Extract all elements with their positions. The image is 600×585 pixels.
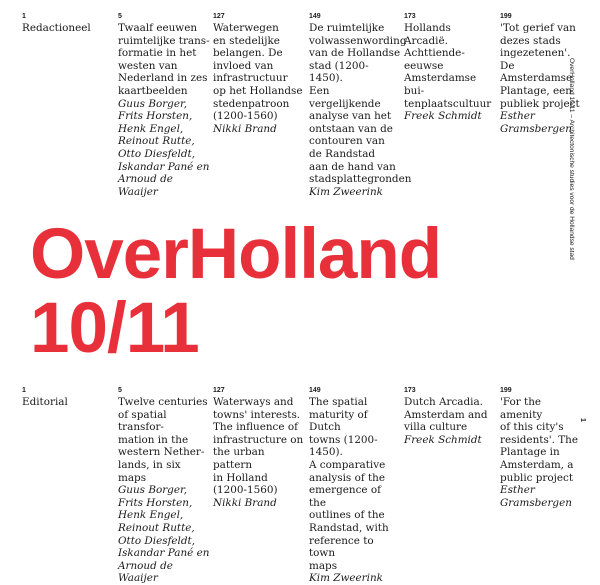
toc-author: Freek Schmidt	[404, 433, 482, 446]
toc-title: Waterways and towns' interests. The influence of infrastructure on the urban pattern in Holland (1200-1560)	[213, 396, 304, 497]
toc-entry	[22, 386, 112, 409]
toc-title: Waterwegen en stedelijke belangen. De invloed van infrastructuur op het Hollandse stedenpatroon (1200-1560)	[213, 22, 303, 123]
toc-title: Hollands Arcadië. Achttiende-eeuwse Amsterdamse bui- tenplaatscultuur	[404, 22, 492, 110]
page-number-label: 1	[579, 418, 586, 422]
toc-author: Esther Gramsbergen	[500, 110, 572, 135]
toc-title: 'For the amenity of this city's residents'. The Plantage in Amsterdam, a public project	[500, 396, 579, 484]
toc-page-number: 149	[309, 13, 321, 20]
toc-entry	[213, 386, 305, 509]
toc-title: Editorial	[22, 396, 68, 408]
toc-page-number: 5	[118, 13, 122, 20]
toc-author: Guus Borger, Frits Horsten, Henk Engel, Reinout Rutte, Otto Diesfeldt, Iskandar Pané en Arnoud de Waaijer	[118, 484, 210, 585]
toc-page-number: 5	[118, 387, 122, 394]
toc-page-number: 199	[500, 387, 512, 394]
toc-page-number: 127	[213, 13, 225, 20]
toc-page-number: 149	[309, 387, 321, 394]
toc-author: Esther Gramsbergen	[500, 484, 572, 509]
toc-entry	[309, 386, 401, 585]
title-line-2: 10/11	[30, 289, 199, 368]
magazine-title	[30, 215, 442, 368]
toc-page-number: 1	[22, 13, 26, 20]
toc-entry	[404, 12, 496, 123]
toc-entry	[118, 386, 210, 585]
toc-title: 'Tot gerief van dezes stads ingezetenen'. De Amsterdamse Plantage, een publiek project	[500, 22, 580, 110]
toc-entry	[118, 12, 210, 198]
toc-entry	[213, 12, 305, 135]
toc-title: De ruimtelijke volwassenwording van de Hollandse stad (1200-1450). Een vergelijkende analyse van het ontstaan van de contouren van de Randstad aan de hand van stadsplattegronden	[309, 22, 412, 186]
toc-title: The spatial maturity of Dutch towns (1200-1450). A comparative analysis of the emergence of the outlines of the Randstad, with reference to town maps	[309, 396, 389, 572]
toc-page-number: 199	[500, 13, 512, 20]
toc-page-number: 127	[213, 387, 225, 394]
toc-entry	[500, 386, 580, 509]
title-line-1: OverHolland	[30, 215, 442, 294]
toc-page-number: 1	[22, 387, 26, 394]
toc-author: Nikki Brand	[213, 496, 277, 509]
toc-author: Guus Borger, Frits Horsten, Henk Engel, Reinout Rutte, Otto Diesfeldt, Iskandar Pané en Arnoud de Waaijer	[118, 97, 210, 198]
toc-title: Dutch Arcadia. Amsterdam and villa culture	[404, 396, 488, 434]
toc-author: Kim Zweerink	[309, 572, 383, 585]
toc-title: Twelve centuries of spatial transfor- mation in the western Nether- lands, in six maps	[118, 396, 208, 484]
toc-author: Kim Zweerink	[309, 185, 383, 198]
toc-title: Twaalf eeuwen ruimtelijke trans- formatie in het westen van Nederland in zes kaartbeelden	[118, 22, 210, 97]
toc-page-number: 173	[404, 387, 416, 394]
spine-label: OverHolland 10/11 – Architectonische studies voor de Hollandse stad	[568, 58, 575, 260]
toc-entry	[404, 386, 496, 446]
toc-author: Nikki Brand	[213, 122, 277, 135]
toc-author: Freek Schmidt	[404, 110, 482, 123]
toc-entry	[22, 12, 112, 35]
toc-page-number: 173	[404, 13, 416, 20]
toc-title: Redactioneel	[22, 22, 91, 34]
